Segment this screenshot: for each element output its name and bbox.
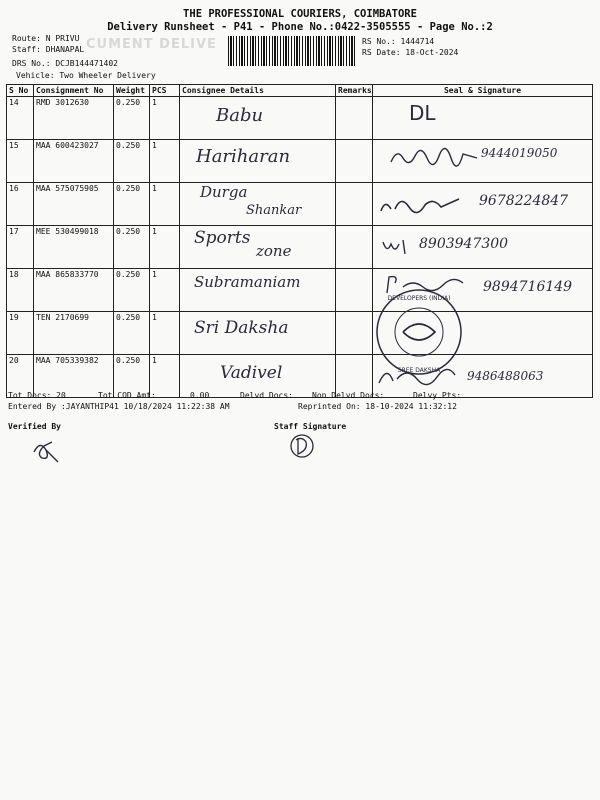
watermark: CUMENT DELIVE — [86, 37, 217, 52]
cell-pcs: 1 — [150, 312, 180, 355]
consignee-handwriting: Babu — [216, 105, 264, 126]
delivery-points-label: Delvy Pts: — [413, 391, 462, 400]
cell-weight: 0.250 — [114, 97, 150, 140]
cell-consignment: MAA 575075905 — [34, 183, 114, 226]
runsheet-title: THE PROFESSIONAL COURIERS, COIMBATORE — [183, 8, 417, 20]
cell-remarks — [336, 226, 373, 269]
cell-consignee — [180, 226, 336, 269]
phone-handwriting: 9894716149 — [483, 279, 573, 295]
cell-sno: 18 — [7, 269, 34, 312]
drs-number: DRS No.: DCJB144471402 — [12, 59, 118, 68]
col-sno: S No — [7, 85, 34, 97]
table-row — [7, 97, 593, 140]
cell-sno: 15 — [7, 140, 34, 183]
total-docs: Tot Docs: 20 — [8, 391, 66, 400]
cell-signature — [373, 97, 593, 140]
signature-scribble — [389, 146, 479, 168]
cell-signature — [373, 226, 593, 269]
cell-sno: 14 — [7, 97, 34, 140]
cell-remarks — [336, 140, 373, 183]
cell-weight: 0.250 — [114, 312, 150, 355]
table-row — [7, 312, 593, 355]
staff-signature-label: Staff Signature — [274, 422, 347, 431]
cell-pcs: 1 — [150, 226, 180, 269]
table-header-row — [7, 85, 593, 97]
cell-pcs: 1 — [150, 183, 180, 226]
staff-signature — [286, 432, 322, 462]
entered-by: Entered By :JAYANTHIP41 10/18/2024 11:22:38 AM — [8, 402, 230, 411]
route-label: Route: N PRIVU — [12, 34, 80, 43]
cell-consignee — [180, 183, 336, 226]
cell-sno: 17 — [7, 226, 34, 269]
svg-text:DEVELOPERS (INDIA): DEVELOPERS (INDIA) — [387, 295, 451, 302]
cell-consignment: RMD 3012630 — [34, 97, 114, 140]
cell-weight: 0.250 — [114, 140, 150, 183]
cell-consignment: MAA 600423027 — [34, 140, 114, 183]
cell-consignment: TEN 2170699 — [34, 312, 114, 355]
cell-signature — [373, 140, 593, 183]
svg-text:SREE DAKSHA: SREE DAKSHA — [397, 367, 441, 374]
signature-scribble — [379, 191, 463, 217]
phone-handwriting: 9444019050 — [481, 146, 558, 160]
cell-consignee — [180, 140, 336, 183]
verified-by-label: Verified By — [8, 422, 61, 431]
cell-remarks — [336, 183, 373, 226]
signature-scribble — [381, 238, 413, 256]
consignee-handwriting-line2: Shankar — [246, 203, 302, 218]
cell-remarks — [336, 97, 373, 140]
consignee-handwriting: Subramaniam — [194, 273, 301, 291]
cell-consignee — [180, 269, 336, 312]
total-cod-value: 0.00 — [190, 391, 210, 400]
cell-weight: 0.250 — [114, 183, 150, 226]
phone-handwriting: 9678224847 — [479, 193, 569, 209]
cell-pcs: 1 — [150, 355, 180, 398]
cell-weight: 0.250 — [114, 355, 150, 398]
table-row — [7, 140, 593, 183]
rs-number: RS No.: 1444714 — [362, 37, 435, 46]
table-row — [7, 183, 593, 226]
cell-remarks — [336, 312, 373, 355]
runsheet-subtitle: Delivery Runsheet - P41 - Phone No.:0422-3505555 - Page No.:2 — [107, 21, 493, 33]
total-cod-label: Tot COD Amt: — [98, 391, 156, 400]
col-consignment: Consignment No — [34, 85, 114, 97]
col-remarks: Remarks — [336, 85, 373, 97]
cell-consignment: MAA 865833770 — [34, 269, 114, 312]
reprinted-on: Reprinted On: 18-10-2024 11:32:12 — [298, 402, 457, 411]
barcode — [228, 36, 356, 66]
col-consignee: Consignee Details — [180, 85, 336, 97]
vehicle-label: Vehicle: Two Wheeler Delivery — [16, 71, 156, 80]
consignee-handwriting: Durga — [200, 183, 248, 201]
rs-date: RS Date: 18-Oct-2024 — [362, 48, 459, 57]
col-pcs: PCS — [150, 85, 180, 97]
cell-consignment: MAA 705339382 — [34, 355, 114, 398]
phone-handwriting: 8903947300 — [419, 236, 509, 252]
verifier-signature — [30, 436, 64, 466]
cell-sno: 20 — [7, 355, 34, 398]
cell-consignment: MEE 530499018 — [34, 226, 114, 269]
cell-signature — [373, 183, 593, 226]
table-row — [7, 355, 593, 398]
cell-consignee — [180, 97, 336, 140]
cell-remarks — [336, 269, 373, 312]
non-delivered-docs-label: Non Delvd Docs: — [312, 391, 385, 400]
cell-sno: 19 — [7, 312, 34, 355]
cell-pcs: 1 — [150, 97, 180, 140]
cell-pcs: 1 — [150, 269, 180, 312]
cell-pcs: 1 — [150, 140, 180, 183]
table-row — [7, 226, 593, 269]
consignee-handwriting: Sports — [194, 228, 251, 248]
consignee-handwriting: Sri Daksha — [194, 318, 289, 338]
phone-handwriting: 9486488063 — [467, 369, 544, 383]
cell-sno: 16 — [7, 183, 34, 226]
cell-weight: 0.250 — [114, 269, 150, 312]
signature-handwriting: DL — [409, 101, 436, 125]
signature-scribble — [377, 363, 457, 387]
col-signature: Seal & Signature — [373, 85, 593, 97]
table-row — [7, 269, 593, 312]
cell-signature — [373, 355, 593, 398]
col-weight: Weight — [114, 85, 150, 97]
cell-signature — [373, 295, 593, 374]
cell-weight: 0.250 — [114, 226, 150, 269]
consignee-handwriting: Hariharan — [196, 146, 291, 167]
consignee-handwriting: Vadivel — [220, 363, 283, 383]
staff-label: Staff: DHANAPAL — [12, 45, 85, 54]
delivered-docs-label: Delvd Docs: — [240, 391, 293, 400]
consignee-handwriting-line2: zone — [256, 242, 292, 260]
cell-consignee — [180, 312, 336, 355]
runsheet-table — [6, 84, 593, 398]
